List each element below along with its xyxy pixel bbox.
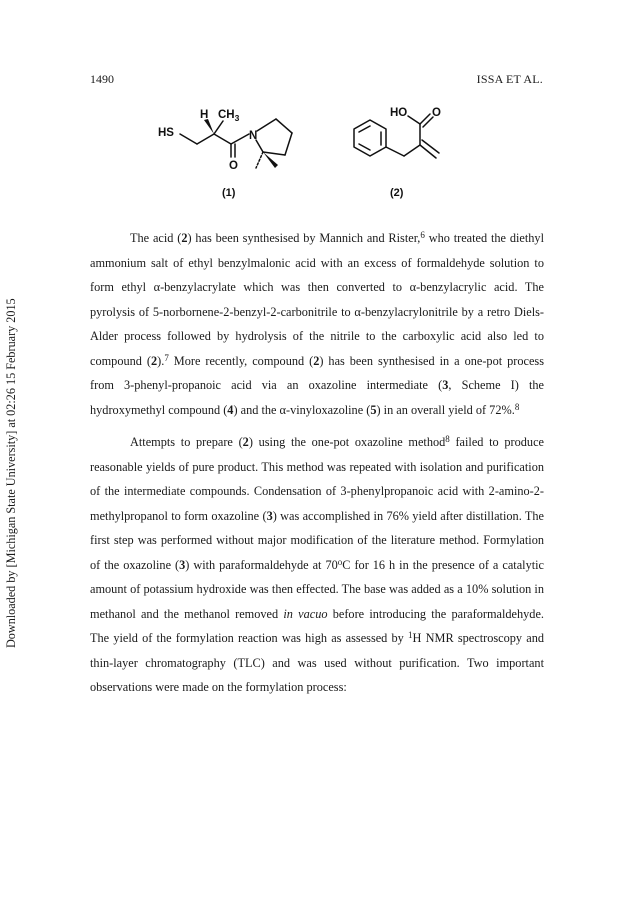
citation-ref: 6 (420, 230, 425, 240)
benzene-inner-3 (359, 144, 370, 150)
compound-ref: 2 (313, 353, 320, 368)
ring-bond-1 (257, 119, 276, 131)
text-run: ) in an overall yield of 72%. (376, 402, 515, 417)
structures-svg (150, 96, 490, 200)
compound-ref: 5 (370, 402, 377, 417)
atom-h: H (200, 109, 209, 121)
atom-o-carbonyl: O (229, 160, 238, 172)
bond-ring-ch2 (386, 147, 404, 156)
compound-ref: 3 (442, 378, 449, 392)
compound-ref: 3 (266, 508, 273, 523)
bond-ch2-c (404, 145, 420, 156)
page-number: 1490 (90, 72, 114, 86)
degree-superscript: o (337, 556, 343, 567)
wedge-h-bond (204, 119, 214, 134)
download-notice: Downloaded by [Michigan State University] at 02:26 15 February 2015 (4, 298, 18, 648)
running-head: ISSA ET AL. (476, 72, 543, 86)
bond-ch-methyl (214, 121, 223, 134)
chemical-structures-figure (150, 96, 490, 200)
ring-bond-2 (276, 119, 292, 133)
atom-ho: HO (390, 107, 408, 119)
text-run: ) using the one-pot oxazoline method (248, 435, 446, 449)
bond-s-ch2 (180, 134, 197, 144)
italic-term: in vacuo (283, 606, 328, 621)
text-run: ). (157, 353, 165, 368)
hashed-methyl-bond (256, 152, 263, 168)
text-run: who treated the diethyl ammonium salt of ethyl benzylmalonic acid with an excess of formaldehyde solution to form ethyl α-benzylacrylate which was then converted to α-benzylacrylic acid. The pyrolysis of 5-norbornene-2-benzyl-2-carbonitrile to α-benzylacrylonitrile by a retro Diels-Alder process followed by hydrolysis of the nitrile to the carboxylic acid also led to compound ( (90, 231, 544, 368)
subscript-digit: 3 (234, 113, 240, 123)
paragraph-1 (90, 226, 544, 422)
isotope-superscript: 1 (408, 630, 413, 640)
atom-hs: HS (158, 127, 174, 139)
compound-ref: 2 (181, 231, 188, 245)
text-run: ) was accomplished in 76% yield after distillation. The first step was performed without major modification of the literature method. Formylation of the oxazoline ( (90, 508, 544, 572)
text-run: Attempts to prepare ( (130, 435, 243, 449)
benzene-inner-1 (359, 126, 370, 132)
text-run: C for 16 h in the presence of a catalytic amount of potassium hydroxide was then effected. The base was added as a 10% solution in methanol and the methanol removed (90, 557, 545, 621)
citation-ref: 8 (514, 401, 520, 412)
text-run: H NMR spectroscopy and thin-layer chromatography (TLC) and was used without purification. Two important observations were made on the formylation process: (90, 631, 545, 694)
ring-bond-4 (263, 152, 285, 155)
bond-ch-carbonyl (214, 134, 231, 144)
text-run: before introducing the paraformaldehyde. The yield of the formylation reaction was high as assessed by (90, 606, 544, 645)
text-run: failed to produce reasonable yields of pure product. This method was repeated with isolation and purification of the intermediate compounds. Condensation of 3-phenylpropanoic acid with 2-amino-2-methylpropanol to form oxazoline ( (90, 435, 544, 523)
ring-bond-3 (285, 133, 292, 155)
text-run: , Scheme I) the hydroxymethyl compound ( (90, 378, 545, 417)
citation-ref: 7 (164, 352, 169, 363)
vinyl-bond-1 (420, 145, 436, 158)
vinyl-bond-2 (422, 140, 439, 153)
compound-label-2: (2) (390, 187, 404, 199)
bond-ch2-ch (197, 134, 214, 144)
atom-n: N (249, 130, 258, 142)
bond-carboxyl-oh (408, 116, 420, 124)
text-run: ) has been synthesised by Mannich and Rister, (187, 231, 421, 245)
compound-label-1: (1) (222, 187, 236, 199)
text-run: ) and the α-vinyloxazoline ( (233, 402, 371, 417)
compound-ref: 2 (150, 353, 158, 368)
citation-ref: 8 (445, 434, 450, 444)
text-run: More recently, compound ( (168, 353, 314, 368)
text-run: ) has been synthesised in a one-pot process from 3-phenyl-propanoic acid via an oxazoline intermediate ( (90, 353, 544, 392)
compound-ref: 4 (227, 402, 234, 417)
text-run: The acid ( (130, 231, 182, 245)
atom-ch3: $CH_3$ (218, 109, 240, 123)
bond-carbonyl-n (231, 134, 249, 144)
atom-o-carboxyl: O (432, 107, 441, 119)
paragraph-2 (90, 430, 544, 700)
text-run: ) with paraformaldehyde at 70 (185, 557, 338, 572)
compound-ref: 2 (242, 435, 249, 449)
compound-ref: 3 (179, 557, 186, 572)
article-body (90, 226, 544, 700)
